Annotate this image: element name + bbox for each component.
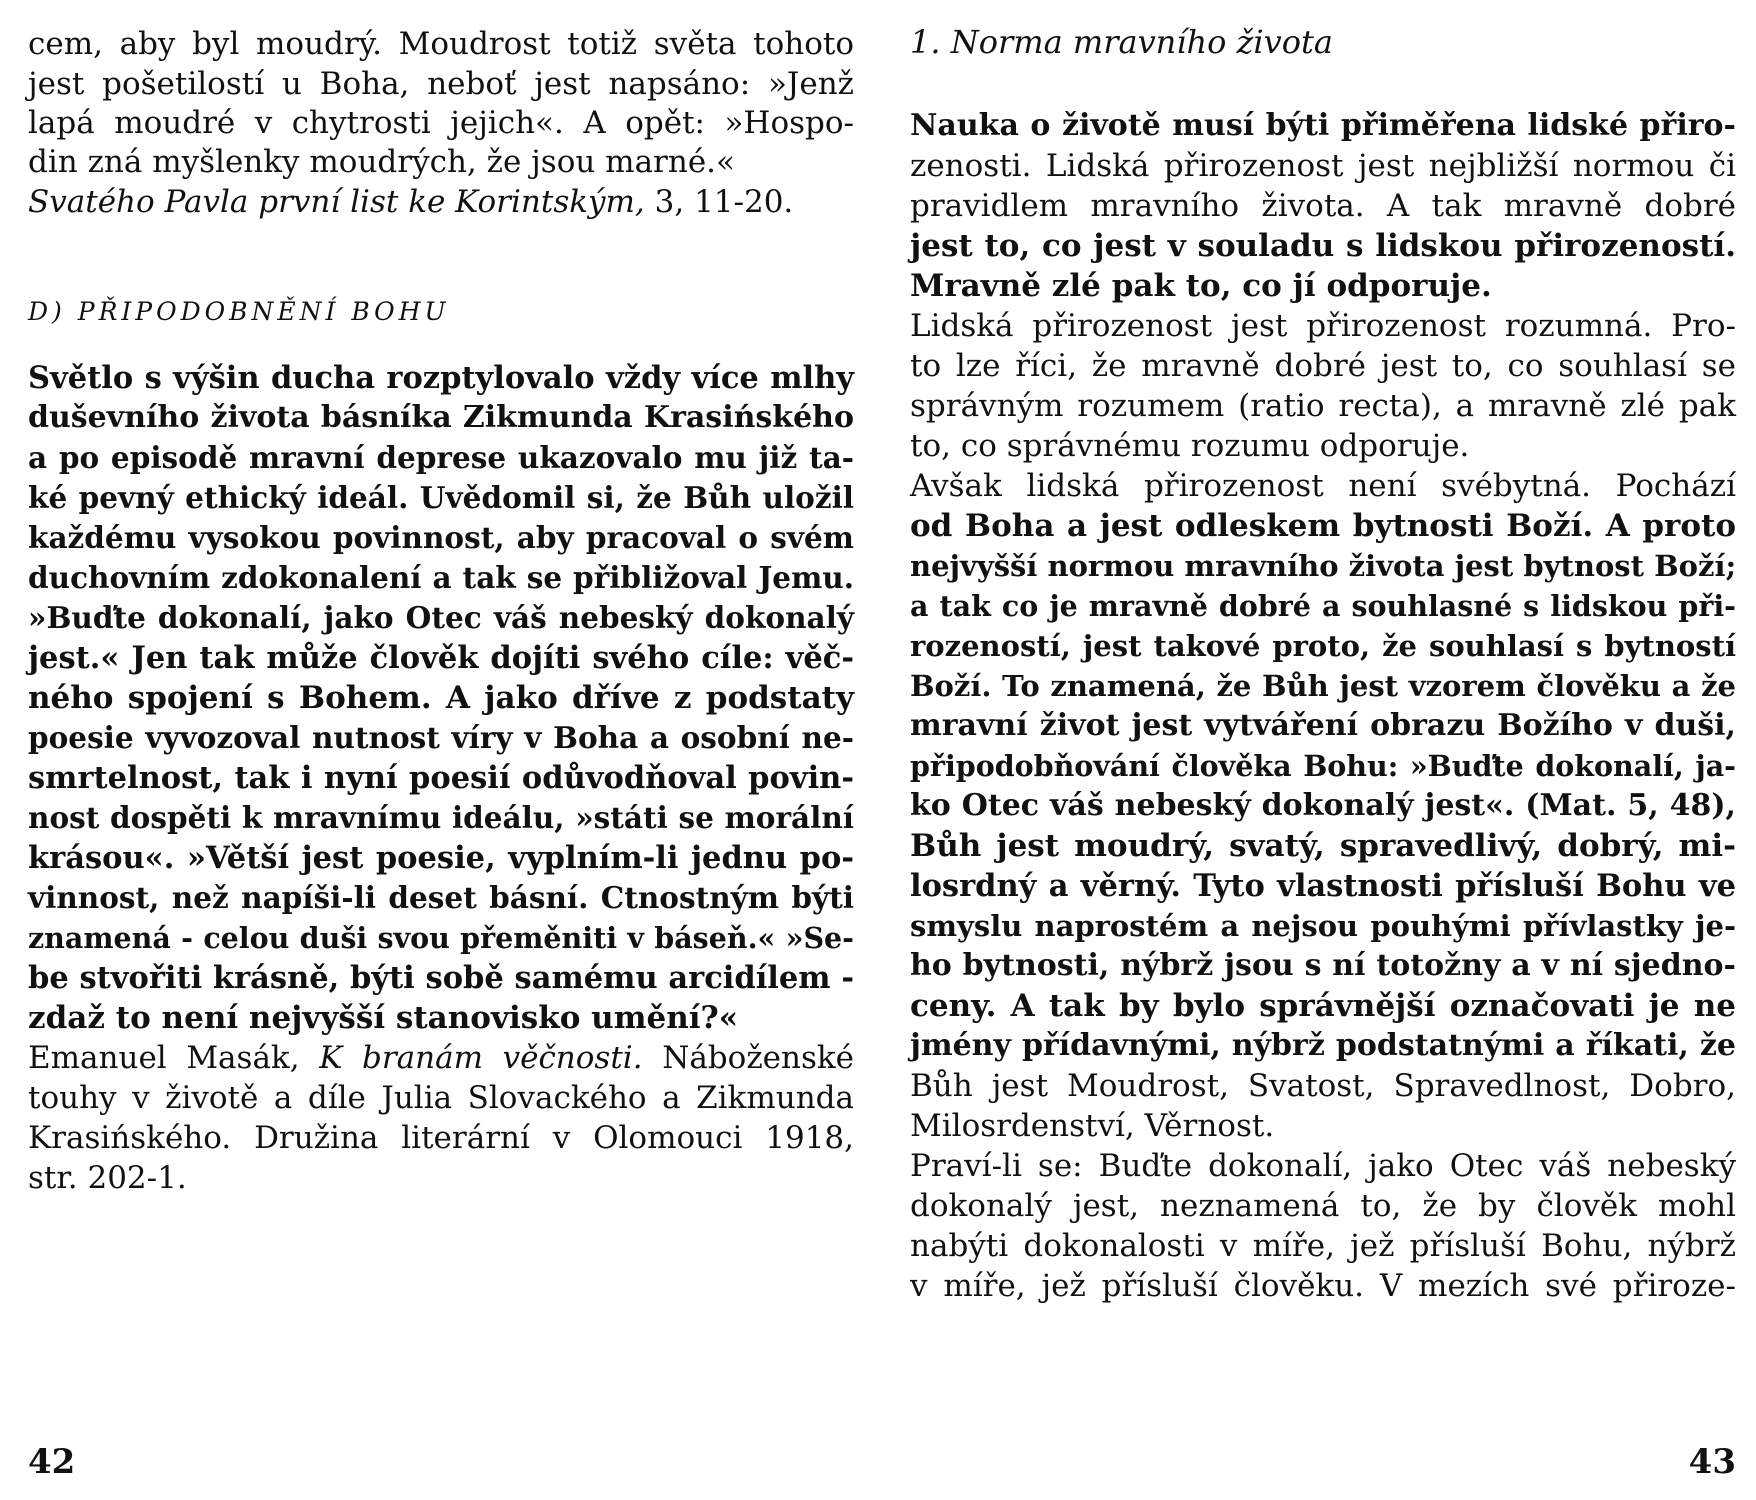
- page-number: 43: [1688, 1442, 1736, 1482]
- text-line: Bůh jest moudrý, svatý, spravedlivý, dobrý, mi-: [910, 828, 1736, 864]
- text-line: smrtelnost, tak i nyní poesií odůvodňoval povin-: [28, 760, 854, 796]
- text-line: zenosti. Lidská přirozenost jest nejbližší normou či: [910, 148, 1736, 184]
- text-line: a tak co je mravně dobré a souhlasné s lidskou při-: [910, 589, 1736, 623]
- page-number: 42: [28, 1442, 76, 1482]
- text-line: lapá moudré v chytrosti jejich«. A opět: »Hospo-: [28, 105, 854, 141]
- text-line: vinnost, než napíši-li deset básní. Ctnostným býti: [28, 880, 854, 915]
- citation-reference: 3, 11-20.: [644, 184, 794, 220]
- text-line: ceny. A tak by bylo správnější označovati je ne: [910, 988, 1736, 1024]
- text-line: Boží. To znamená, že Bůh jest vzorem člověku a že: [910, 669, 1736, 703]
- text-line: smyslu naprostém a nejsou pouhými přívlastky je-: [910, 909, 1736, 943]
- section-heading: D) PŘIPODOBNĚNÍ BOHU: [28, 297, 450, 326]
- text-line: a po episodě mravní deprese ukazovalo mu již ta-: [28, 440, 854, 475]
- text-line: jest.« Jen tak může člověk dojíti svého cíle: věč-: [28, 640, 854, 676]
- text-line: Mravně zlé pak to, co jí odporuje.: [910, 268, 1492, 304]
- text-line: Avšak lidská přirozenost není svébytná. Pochází: [910, 468, 1736, 504]
- text-line: nabýti dokonalosti v míře, jež přísluší Bohu, nýbrž: [910, 1228, 1736, 1264]
- text-line: cem, aby byl moudrý. Moudrost totiž světa tohoto: [28, 26, 854, 62]
- text-line: be stvořiti krásně, býti sobě samému arcidílem -: [28, 960, 854, 996]
- text-line: Milosrdenství, Věrnost.: [910, 1108, 1275, 1144]
- citation-title: Svatého Pavla první list ke Korintským,: [28, 184, 645, 220]
- text-line: nejvyšší normou mravního života jest bytnost Boží;: [910, 549, 1737, 583]
- text-line: ko Otec váš nebeský dokonalý jest«. (Mat. 5, 48),: [910, 788, 1736, 823]
- citation-line: [28, 180, 854, 224]
- source-author: Emanuel Masák,: [28, 1040, 300, 1076]
- text-line: každému vysokou povinnost, aby pracoval o svém: [28, 520, 854, 555]
- text-line: znamená - celou duši svou přeměniti v báseň.« »Se-: [28, 921, 854, 955]
- text-line: připodobňování člověka Bohu: »Buďte dokonalí, ja-: [910, 749, 1736, 783]
- text-line: poesie vyvozoval nutnost víry v Boha a osobní ne-: [28, 720, 854, 755]
- text-line: losrdný a věrný. Tyto vlastnosti přísluší Bohu ve: [910, 868, 1736, 904]
- chapter-heading: 1. Norma mravního života: [910, 23, 1333, 61]
- source-rest: Náboženské: [662, 1040, 855, 1076]
- text-line: din zná myšlenky moudrých, že jsou marné.«: [28, 144, 736, 180]
- text-line: zdaž to není nejvyšší stanovisko umění?«: [28, 1000, 739, 1036]
- text-line: duševního života básníka Zikmunda Krasińského: [28, 400, 854, 435]
- text-line: od Boha a jest odleskem bytnosti Boží. A proto: [910, 508, 1736, 544]
- text-line: »Buďte dokonalí, jako Otec váš nebeský dokonalý: [28, 600, 854, 635]
- source-line: [28, 1036, 854, 1080]
- text-line: jest pošetilostí u Boha, neboť jest napsáno: »Jenž: [28, 66, 854, 102]
- text-line: rozeností, jest takové proto, že souhlasí s bytností: [910, 629, 1736, 663]
- text-line: správným rozumem (ratio recta), a mravně zlé pak: [910, 388, 1736, 424]
- text-line: duchovním zdokonalení a tak se přibližoval Jemu.: [28, 560, 854, 595]
- source-line: str. 202-1.: [28, 1160, 187, 1196]
- text-line: Praví-li se: Buďte dokonalí, jako Otec váš nebeský: [910, 1148, 1736, 1184]
- text-line: ké pevný ethický ideál. Uvědomil si, že Bůh uložil: [28, 480, 854, 515]
- source-line: touhy v životě a díle Julia Slovackého a Zikmunda: [28, 1080, 854, 1116]
- text-line: to, co správnému rozumu odporuje.: [910, 428, 1470, 464]
- text-line: Bůh jest Moudrost, Svatost, Spravedlnost, Dobro,: [910, 1068, 1736, 1104]
- text-line: jmény přídavnými, nýbrž podstatnými a říkati, že: [910, 1028, 1736, 1063]
- text-line: dokonalý jest, neznamená to, že by člověk mohl: [910, 1188, 1736, 1224]
- text-line: mravní život jest vytváření obrazu Božího v duši,: [910, 708, 1736, 743]
- source-title: K branám věčnosti.: [319, 1040, 643, 1076]
- text-line: ného spojení s Bohem. A jako dříve z podstaty: [28, 680, 854, 716]
- text-line: ho bytnosti, nýbrž jsou s ní totožny a v ní sjedno-: [910, 948, 1736, 983]
- text-line: pravidlem mravního života. A tak mravně dobré: [910, 188, 1736, 224]
- text-line: nost dospěti k mravnímu ideálu, »státi se morální: [28, 800, 854, 835]
- text-line: Lidská přirozenost jest přirozenost rozumná. Pro-: [910, 308, 1736, 344]
- text-line: krásou«. »Větší jest poesie, vyplním-li jednu po-: [28, 840, 854, 876]
- text-line: jest to, co jest v souladu s lidskou přirozeností.: [910, 228, 1736, 264]
- text-line: to lze říci, že mravně dobré jest to, co souhlasí se: [910, 348, 1736, 384]
- text-line: Světlo s výšin ducha rozptylovalo vždy více mlhy: [28, 360, 854, 396]
- text-line: Nauka o životě musí býti přiměřena lidské přiro-: [910, 108, 1736, 143]
- text-line: v míře, jež přísluší člověku. V mezích své přiroze-: [910, 1268, 1736, 1304]
- source-line: Krasińského. Družina literární v Olomouci 1918,: [28, 1120, 854, 1156]
